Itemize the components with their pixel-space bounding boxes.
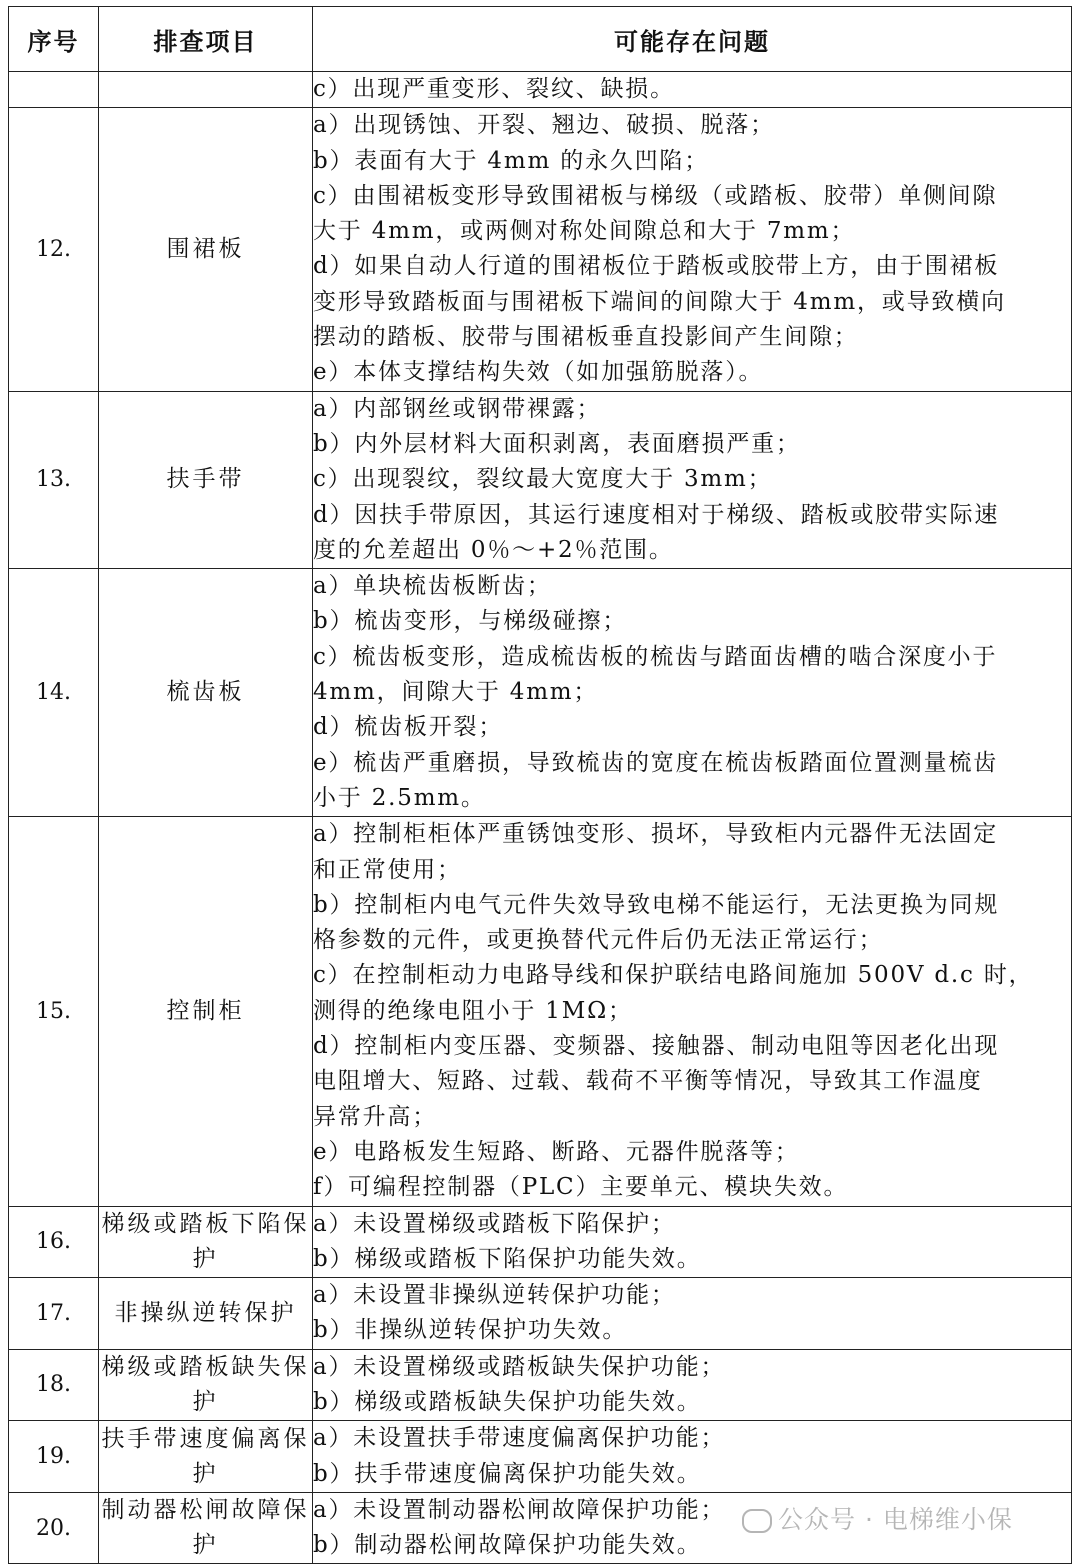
row-inspection-item: 梯级或踏板下陷保护 xyxy=(99,1206,313,1278)
row-possible-problems xyxy=(313,72,1072,108)
problem-line: d）控制柜内变压器、变频器、接触器、制动电阻等因老化出现 xyxy=(313,1033,1000,1060)
row-inspection-item: 梯级或踏板缺失保护 xyxy=(99,1349,313,1421)
table-row xyxy=(9,72,1072,108)
wechat-icon xyxy=(742,1509,772,1533)
problem-line: a）未设置扶手带速度偏离保护功能； xyxy=(313,1425,726,1452)
problem-line: c）梳齿板变形，造成梳齿板的梳齿与踏面齿槽的啮合深度小于 xyxy=(313,643,998,670)
row-inspection-item xyxy=(99,72,313,108)
problem-line: 小于 2.5mm。 xyxy=(313,784,486,811)
problem-line: a）未设置梯级或踏板缺失保护功能； xyxy=(313,1353,726,1380)
problem-line: b）制动器松闸故障保护功能失效。 xyxy=(313,1532,702,1559)
problem-line: e）梳齿严重磨损，导致梳齿的宽度在梳齿板踏面位置测量梳齿 xyxy=(313,749,999,776)
problem-line: d）如果自动人行道的围裙板位于踏板或胶带上方，由于围裙板 xyxy=(313,253,1000,280)
row-possible-problems xyxy=(313,1206,1072,1278)
row-inspection-item: 扶手带速度偏离保护 xyxy=(99,1421,313,1493)
row-serial-number: 14. xyxy=(9,569,99,817)
problem-line: a）未设置制动器松闸故障保护功能； xyxy=(313,1496,726,1523)
row-serial-number: 13. xyxy=(9,391,99,568)
problem-line: 和正常使用； xyxy=(313,856,462,883)
problem-line: b）内外层材料大面积剥离，表面磨损严重； xyxy=(313,430,801,457)
row-serial-number xyxy=(9,72,99,108)
header-row xyxy=(9,7,1072,72)
problem-line: e）电路板发生短路、断路、元器件脱落等； xyxy=(313,1138,800,1165)
row-inspection-item: 梳齿板 xyxy=(99,569,313,817)
problem-line: 格参数的元件，或更换替代元件后仍无法正常运行； xyxy=(313,927,884,954)
problem-line: c）由围裙板变形导致围裙板与梯级（或踏板、胶带）单侧间隙 xyxy=(313,182,998,209)
row-serial-number: 12. xyxy=(9,108,99,391)
row-inspection-item: 围裙板 xyxy=(99,108,313,391)
row-serial-number: 19. xyxy=(9,1421,99,1493)
row-possible-problems xyxy=(313,391,1072,568)
row-serial-number: 18. xyxy=(9,1349,99,1421)
row-inspection-item: 控制柜 xyxy=(99,817,313,1206)
problem-line: 异常升高； xyxy=(313,1103,437,1130)
table-row xyxy=(9,391,1072,568)
problem-line: c）出现严重变形、裂纹、缺损。 xyxy=(313,76,675,102)
problem-line: a）控制柜柜体严重锈蚀变形、损坏，导致柜内元器件无法固定 xyxy=(313,821,999,848)
problem-line: b）非操纵逆转保护功失效。 xyxy=(313,1317,628,1344)
row-serial-number: 20. xyxy=(9,1492,99,1564)
problem-line: b）控制柜内电气元件失效导致电梯不能运行，无法更换为同规 xyxy=(313,891,1000,918)
row-inspection-item: 非操纵逆转保护 xyxy=(99,1278,313,1350)
problem-line: 大于 4mm，或两侧对称处间隙总和大于 7mm； xyxy=(313,218,856,245)
problem-line: a）内部钢丝或钢带裸露； xyxy=(313,395,602,422)
problem-line: 度的允差超出 0％～+2％范围。 xyxy=(313,536,674,563)
row-inspection-item: 制动器松闸故障保护 xyxy=(99,1492,313,1564)
problem-line: d）因扶手带原因，其运行速度相对于梯级、踏板或胶带实际速 xyxy=(313,501,1000,528)
problem-line: 电阻增大、短路、过载、载荷不平衡等情况，导致其工作温度 xyxy=(313,1068,983,1095)
problem-line: b）表面有大于 4mm 的永久凹陷； xyxy=(313,147,709,174)
problem-line: b）梯级或踏板缺失保护功能失效。 xyxy=(313,1388,702,1415)
problem-line: c）出现裂纹，裂纹最大宽度大于 3mm； xyxy=(313,466,773,493)
problem-line: a）出现锈蚀、开裂、翘边、破损、脱落； xyxy=(313,112,775,139)
row-possible-problems xyxy=(313,569,1072,817)
table-row xyxy=(9,569,1072,817)
watermark xyxy=(742,1500,1013,1536)
row-possible-problems xyxy=(313,1278,1072,1350)
problem-line: 测得的绝缘电阻小于 1MΩ； xyxy=(313,997,633,1024)
problem-line: e）本体支撑结构失效（如加强筋脱落）。 xyxy=(313,359,764,386)
problem-line: f）可编程控制器（PLC）主要单元、模块失效。 xyxy=(313,1174,849,1201)
table-row xyxy=(9,1278,1072,1350)
problem-line: b）梯级或踏板下陷保护功能失效。 xyxy=(313,1245,702,1272)
problem-line: 4mm，间隙大于 4mm； xyxy=(313,679,599,706)
table-row xyxy=(9,1206,1072,1278)
problem-line: c）在控制柜动力电路导线和保护联结电路间施加 500V d.c 时， xyxy=(313,962,1034,989)
table-body xyxy=(9,72,1072,1564)
table-header xyxy=(9,7,1072,72)
inspection-table xyxy=(8,6,1072,1564)
problem-line: 变形导致踏板面与围裙板下端间的间隙大于 4mm，或导致横向 xyxy=(313,288,1006,315)
table-row xyxy=(9,1421,1072,1493)
problem-line: b）梳齿变形，与梯级碰擦； xyxy=(313,608,628,635)
header-possible-problems: 可能存在问题 xyxy=(313,7,1072,72)
problem-line: 摆动的踏板、胶带与围裙板垂直投影间产生间隙； xyxy=(313,324,859,351)
row-serial-number: 16. xyxy=(9,1206,99,1278)
row-serial-number: 17. xyxy=(9,1278,99,1350)
table-row xyxy=(9,1349,1072,1421)
table-row xyxy=(9,108,1072,391)
problem-line: a）单块梳齿板断齿； xyxy=(313,573,552,600)
problem-line: d）梳齿板开裂； xyxy=(313,714,504,741)
problem-line: a）未设置非操纵逆转保护功能； xyxy=(313,1282,676,1309)
row-serial-number: 15. xyxy=(9,817,99,1206)
header-serial-number: 序号 xyxy=(9,7,99,72)
row-possible-problems xyxy=(313,817,1072,1206)
problem-line: b）扶手带速度偏离保护功能失效。 xyxy=(313,1460,702,1487)
row-possible-problems xyxy=(313,1349,1072,1421)
row-possible-problems xyxy=(313,1421,1072,1493)
row-possible-problems xyxy=(313,108,1072,391)
table-row xyxy=(9,817,1072,1206)
header-inspection-item: 排查项目 xyxy=(99,7,313,72)
row-inspection-item: 扶手带 xyxy=(99,391,313,568)
problem-line: a）未设置梯级或踏板下陷保护； xyxy=(313,1210,676,1237)
watermark-text: 公众号 · 电梯维小保 xyxy=(778,1505,1013,1534)
